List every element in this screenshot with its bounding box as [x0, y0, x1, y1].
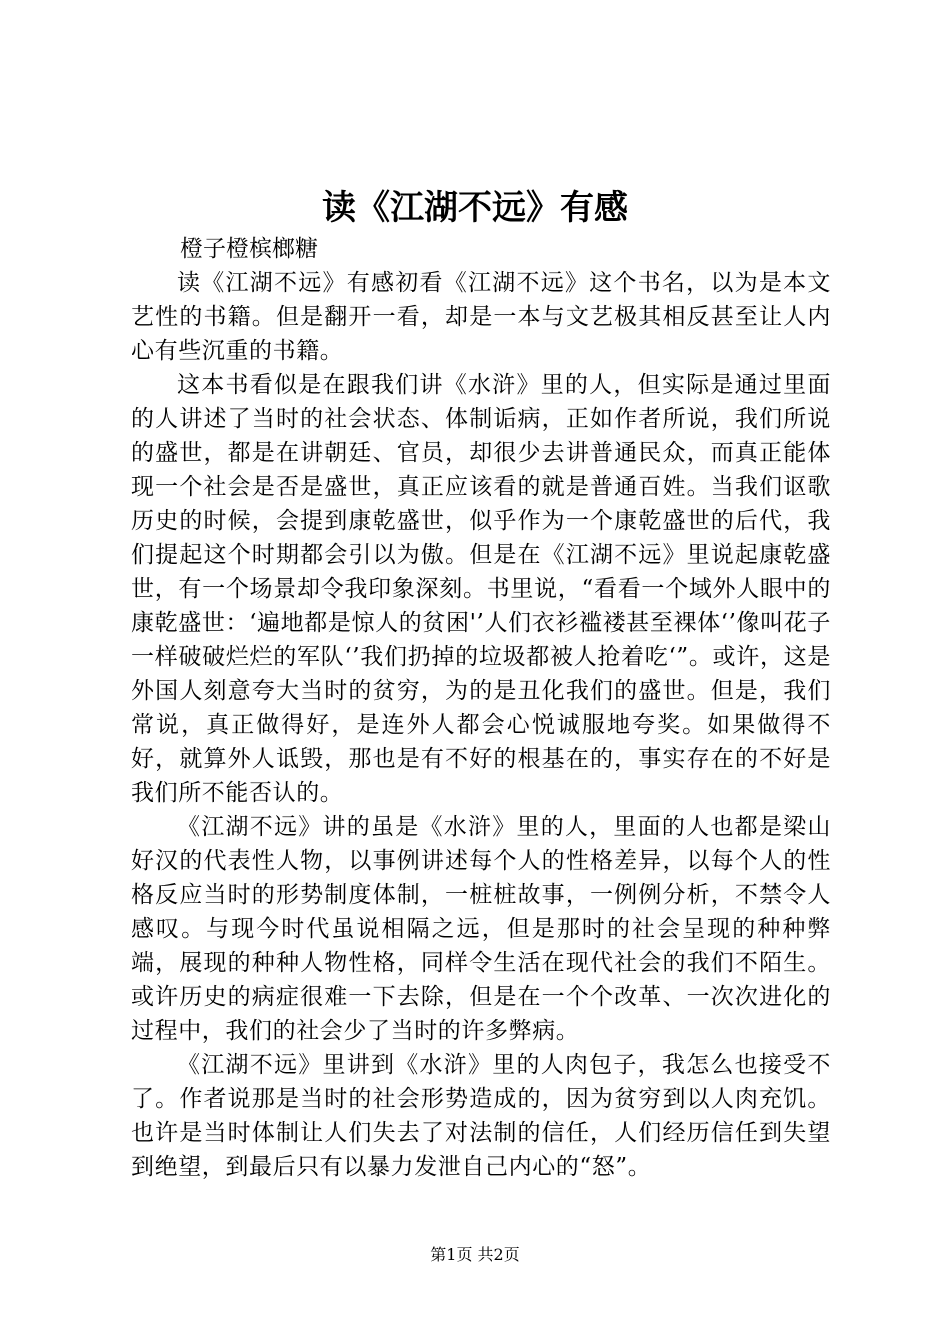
page-footer: 第1页 共2页: [430, 1245, 520, 1264]
paragraph: 《江湖不远》里讲到《水浒》里的人肉包子，我怎么也接受不了。作者说那是当时的社会形势造成的，因为贫穷到以人肉充饥。也许是当时体制让人们失去了对法制的信任，人们经历信任到失望到绝望，到最后只有以暴力发泄自己内心的“怒”。: [131, 1052, 831, 1180]
paragraph: 这本书看似是在跟我们讲《水浒》里的人，但实际是通过里面的人讲述了当时的社会状态、体制诟病，正如作者所说，我们所说的盛世，都是在讲朝廷、官员，却很少去讲普通民众，而真正能体现一个社会是否是盛世，真正应该看的就是普通百姓。当我们讴歌历史的时候，会提到康乾盛世，似乎作为一个康乾盛世的后代，我们提起这个时期都会引以为傲。但是在《江湖不远》里说起康乾盛世，有一个场景却令我印象深刻。书里说，“看看一个域外人眼中的康乾盛世：‘遍地都是惊人的贫困'’人们衣衫褴褛甚至裸体‘’像叫花子一样破破烂烂的军队‘’我们扔掉的垃圾都被人抢着吃‘”。或许，这是外国人刻意夸大当时的贫穷，为的是丑化我们的盛世。但是，我们常说，真正做得好，是连外人都会心悦诚服地夸奖。如果做得不好，就算外人诋毁，那也是有不好的根基在的，事实存在的不好是我们所不能否认的。: [131, 372, 831, 806]
document-title: 读《江湖不远》有感: [322, 188, 628, 228]
author-name: 橙子橙槟榔糖: [180, 236, 318, 262]
paragraph: 《江湖不远》讲的虽是《水浒》里的人，里面的人也都是梁山好汉的代表性人物，以事例讲述每个人的性格差异，以每个人的性格反应当时的形势制度体制，一桩桩故事，一例例分析，不禁令人感叹。与现今时代虽说相隔之远，但是那时的社会呈现的种种弊端，展现的种种人物性格，同样令生活在现代社会的我们不陌生。或许历史的病症很难一下去除，但是在一个个改革、一次次进化的过程中，我们的社会少了当时的许多弊病。: [131, 814, 831, 1044]
document-body: [131, 266, 831, 1184]
paragraph: 读《江湖不远》有感初看《江湖不远》这个书名，以为是本文艺性的书籍。但是翻开一看，却是一本与文艺极其相反甚至让人内心有些沉重的书籍。: [131, 270, 831, 364]
